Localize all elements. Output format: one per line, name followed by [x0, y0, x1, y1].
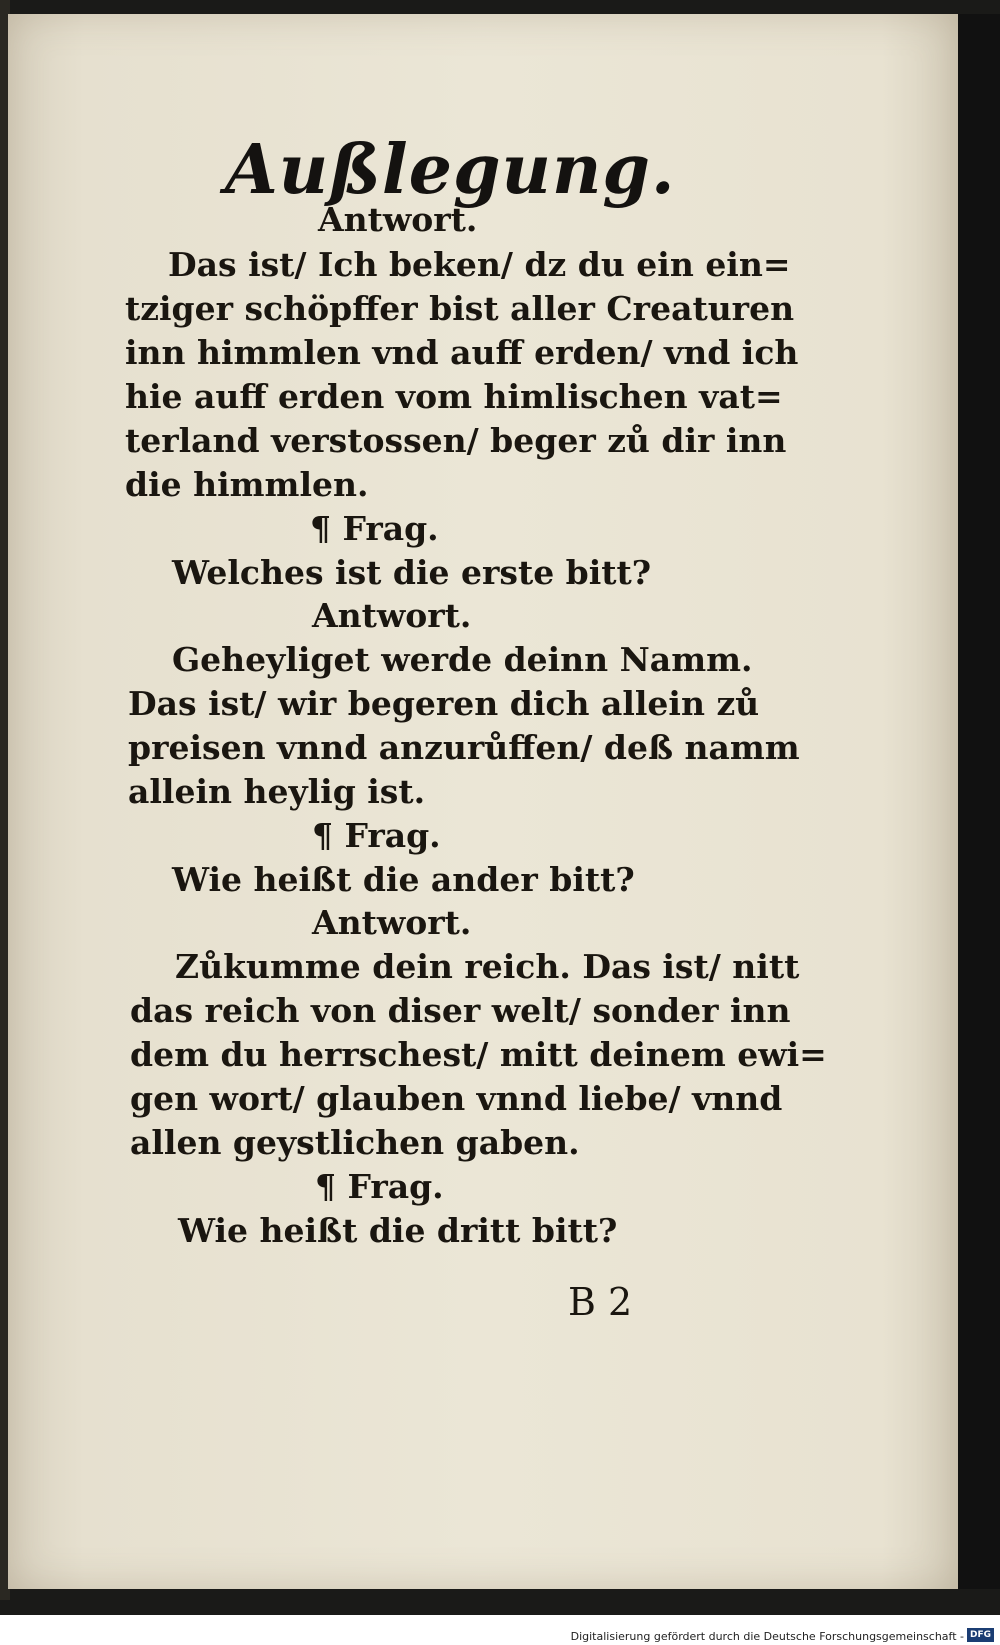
running-head: Außlegung.	[225, 130, 676, 210]
question-line: Wie heißt die dritt bitt?	[178, 1211, 618, 1250]
text-line: dem du herrschest/ mitt deinem ewi=	[130, 1035, 827, 1074]
text-line: allen geystlichen gaben.	[130, 1123, 580, 1162]
question-line: Welches ist die erste bitt?	[172, 553, 652, 592]
text-line: terland verstossen/ beger zů dir inn	[125, 421, 787, 460]
text-line: Das ist/ wir begeren dich allein zů	[128, 684, 760, 723]
heading-frag: ¶ Frag.	[312, 816, 441, 855]
dfg-logo: DFG	[967, 1628, 994, 1642]
text-line: die himmlen.	[125, 465, 369, 504]
scan-border	[958, 14, 1000, 1589]
question-line: Wie heißt die ander bitt?	[172, 860, 635, 899]
signature-mark: B 2	[568, 1280, 633, 1324]
text-line: allein heylig ist.	[128, 772, 426, 811]
heading-antwort: Antwort.	[318, 200, 478, 239]
heading-frag: ¶ Frag.	[310, 509, 439, 548]
text-line: hie auff erden vom himlischen vat=	[125, 377, 783, 416]
text-line: inn himmlen vnd auff erden/ vnd ich	[125, 333, 799, 372]
text-line: Geheyliget werde deinn Namm.	[172, 640, 753, 679]
text-line: preisen vnnd anzurůffen/ deß namm	[128, 728, 800, 767]
text-line: Das ist/ Ich beken/ dz du ein ein=	[168, 245, 791, 284]
footer-credit: Digitalisierung gefördert durch die Deutsche Forschungsgemeinschaft -	[570, 1630, 964, 1643]
heading-frag: ¶ Frag.	[315, 1167, 444, 1206]
text-line: Zůkumme dein reich. Das ist/ nitt	[175, 947, 800, 986]
text-line: tziger schöpffer bist aller Creaturen	[125, 289, 795, 328]
heading-antwort: Antwort.	[312, 903, 472, 942]
heading-antwort: Antwort.	[312, 596, 472, 635]
text-line: das reich von diser welt/ sonder inn	[130, 991, 791, 1030]
text-line: gen wort/ glauben vnnd liebe/ vnnd	[130, 1079, 783, 1118]
